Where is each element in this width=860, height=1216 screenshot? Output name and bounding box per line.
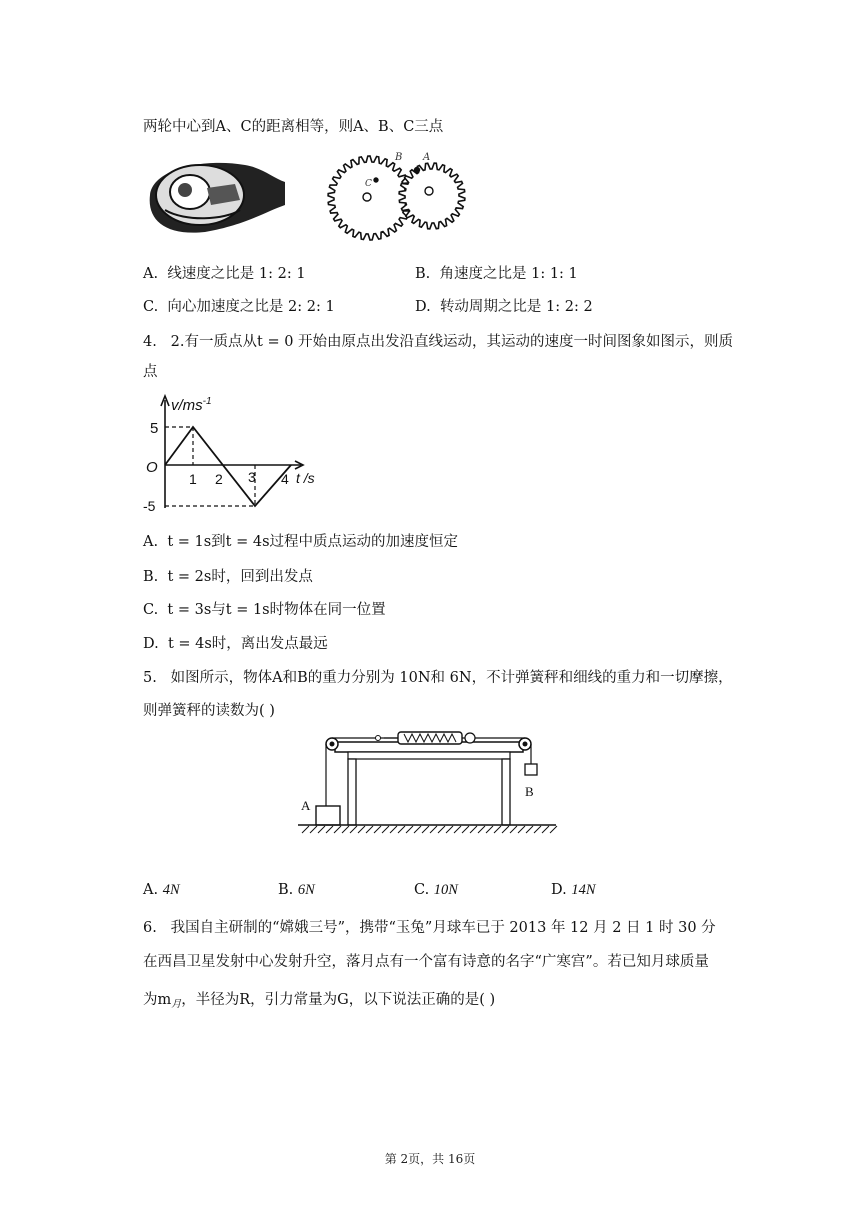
q6-stem-line2: 在西昌卫星发射中心发射升空，落月点有一个富有诗意的名字“广寒宫”。若已知月球质量 bbox=[143, 954, 709, 970]
q5-stem-line2: 则弹簧秤的读数为( ) bbox=[143, 703, 275, 719]
q6-stem-line3: 为$m_月$，半径为R，引力常量为G，以下说法正确的是( ) bbox=[143, 992, 496, 1010]
q5-option-a[interactable]: A. 4N bbox=[143, 882, 180, 898]
label-block-b: B bbox=[525, 784, 534, 799]
label-a: A bbox=[423, 152, 431, 163]
q3-option-a[interactable]: A. 线速度之比是 1: 2: 1 bbox=[143, 266, 306, 282]
q5-number: 5. bbox=[143, 670, 157, 686]
label-c: C bbox=[365, 179, 372, 189]
sharpener-image bbox=[150, 163, 285, 233]
q4-vt-graph bbox=[143, 390, 333, 515]
ytick-5: 5 bbox=[150, 420, 159, 437]
q6-number: 6. bbox=[143, 920, 157, 936]
q4-option-c[interactable]: C. t = 3s与t = 1s时物体在同一位置 bbox=[143, 602, 386, 618]
q3-option-d[interactable]: D. 转动周期之比是 1: 2: 2 bbox=[415, 299, 593, 315]
q3-text: 两轮中心到A、C的距离相等，则A、B、C三点 bbox=[143, 119, 444, 135]
q3-option-c[interactable]: C. 向心加速度之比是 2: 2: 1 bbox=[143, 299, 335, 315]
axis-label-t: t /s bbox=[296, 470, 315, 486]
q5-option-c[interactable]: C. 10N bbox=[414, 882, 458, 898]
xtick-1: 1 bbox=[189, 471, 197, 487]
q4-number: 4. bbox=[143, 334, 157, 350]
q4-option-a[interactable]: A. t = 1s到t = 4s过程中质点运动的加速度恒定 bbox=[143, 534, 459, 550]
q5-table-figure bbox=[298, 722, 558, 840]
q5-stem-line1: 5. 如图所示，物体A和B的重力分别为 10N和 6N，不计弹簧秤和细线的重力和一切摩擦， bbox=[143, 670, 733, 686]
page-footer: 第 2页，共 16页 bbox=[384, 1152, 476, 1166]
origin-label: O bbox=[146, 459, 158, 476]
xtick-2: 2 bbox=[215, 471, 223, 487]
xtick-3: 3 bbox=[248, 469, 256, 485]
q4-stem-line1: 4. 2.有一质点从t = 0 开始由原点出发沿直线运动，其运动的速度一时间图象如图示，则质 bbox=[143, 334, 734, 350]
axis-label-v: $v/ms^{-1}$ bbox=[171, 396, 212, 414]
label-block-a: A bbox=[301, 798, 311, 813]
q4-stem-line2: 点 bbox=[143, 364, 158, 380]
ytick-neg5: -5 bbox=[143, 498, 156, 514]
q4-option-b[interactable]: B. t = 2s时，回到出发点 bbox=[143, 569, 313, 585]
q6-stem-line1: 6. 我国自主研制的“嫦娥三号”，携带“玉兔”月球车已于 2013 年 12 月 2 日 1 时 30 分 bbox=[143, 920, 716, 936]
gear-large bbox=[328, 156, 412, 240]
q5-option-d[interactable]: D. 14N bbox=[551, 882, 596, 898]
label-b: B bbox=[395, 152, 403, 163]
q5-option-b[interactable]: B. 6N bbox=[278, 882, 315, 898]
q3-option-b[interactable]: B. 角速度之比是 1: 1: 1 bbox=[415, 266, 578, 282]
gear-small bbox=[399, 163, 465, 229]
q3-figure bbox=[145, 150, 475, 245]
xtick-4: 4 bbox=[281, 471, 289, 487]
q4-option-d[interactable]: D. t = 4s时，离出发点最远 bbox=[143, 636, 328, 652]
